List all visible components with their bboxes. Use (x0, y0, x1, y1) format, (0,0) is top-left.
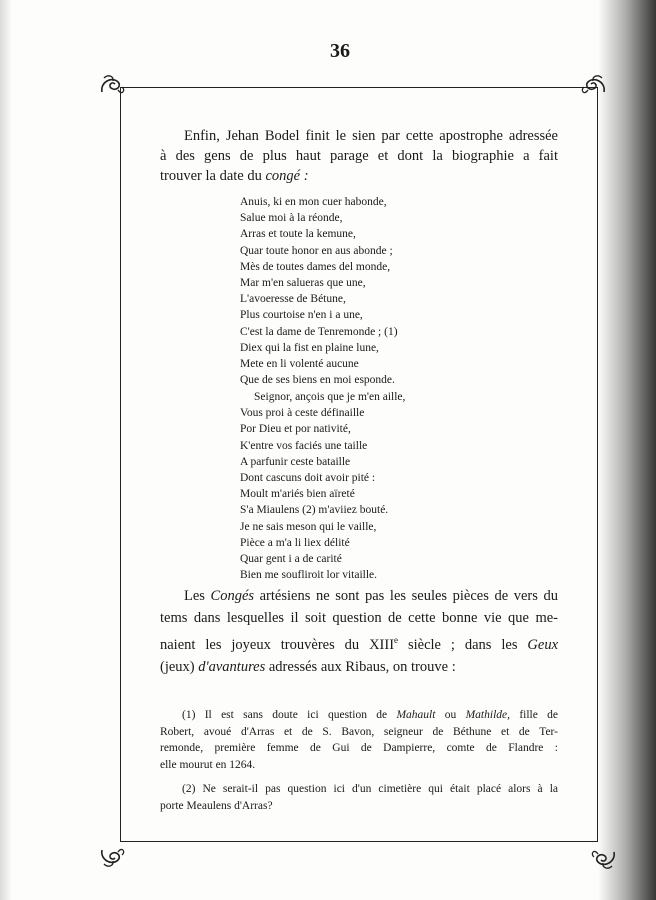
text-line: à des gens de plus haut parage et dont la biographie a fait (160, 148, 558, 164)
verse-line: A parfunir ceste bataille (240, 455, 351, 468)
corner-flourish-icon (98, 72, 128, 98)
verse-line: Que de ses biens en moi esponde. (240, 374, 395, 387)
corner-flourish-icon (578, 72, 608, 98)
verse-line: Salue moi à la réonde, (240, 212, 343, 225)
corner-flourish-icon (98, 844, 128, 870)
footnote-2 (160, 781, 558, 814)
corner-flourish-icon (588, 846, 618, 872)
verse-line: Moult m'ariés bien aïreté (240, 488, 355, 501)
verse-line: S'a Miaulens (2) m'aviiez bouté. (240, 504, 389, 517)
text-line: (jeux) d'avantures adressés aux Ribaus, on trouve : (160, 658, 456, 675)
text-line: naient les joyeux trouvères du XIIIe siècle ; dans les Geux (160, 635, 559, 653)
page-number: 36 (330, 40, 350, 62)
text-line: tems dans lesquelles il soit question de cette bonne vie que me- (160, 610, 558, 626)
verse-stanza-2 (240, 389, 405, 583)
page-gutter-shadow (0, 0, 12, 900)
verse-line: L'avoeresse de Bétune, (240, 293, 346, 306)
footnote-line: remonde, première femme de Gui de Dampierre, comte de Flandre : (160, 742, 558, 754)
verse-line: Plus courtoise n'en i a une, (240, 309, 363, 322)
intro-paragraph (160, 126, 558, 186)
verse-line: Por Dieu et por nativité, (240, 423, 351, 436)
verse-line: Pièce a m'a li liex délité (240, 536, 350, 549)
verse-line: Diex qui la fist en plaine lune, (240, 341, 379, 354)
body-paragraph (160, 585, 558, 678)
footnote-1 (160, 707, 558, 773)
verse-line: Anuis, ki en mon cuer habonde, (240, 196, 387, 208)
verse-line: Bien me soufliroit lor vitaille. (240, 569, 378, 582)
verse-line: Quar toute honor en aus abonde ; (240, 244, 393, 257)
footnote-line: Robert, avoué d'Arras et de S. Bavon, seigneur de Béthune et de Ter- (160, 725, 558, 738)
verse-line: Dont cascuns doit avoir pité : (240, 472, 376, 485)
text-line: trouver la date du congé : (160, 168, 309, 184)
footnote-line: elle mourut en 1264. (160, 758, 256, 771)
page-edge-shadow (598, 0, 656, 900)
footnote-line: (1) Il est sans doute ici question de Mahault ou Mathilde, fille de (182, 709, 559, 721)
text-line: Les Congés artésiens ne sont pas les seules pièces de vers du (184, 588, 558, 604)
verse-line: C'est la dame de Tenremonde ; (1) (240, 325, 398, 338)
verse-line: Mès de toutes dames del monde, (240, 260, 391, 273)
verse-line: Mar m'en salueras que une, (240, 277, 366, 290)
verse-line: Seignor, ançois que je m'en aille, (254, 391, 406, 403)
verse-line: K'entre vos faciés une taille (240, 439, 368, 452)
verse-line: Mete en li volenté aucune (240, 358, 359, 371)
footnote-line: (2) Ne serait-il pas question ici d'un cimetière qui était placé alors à la (182, 783, 558, 795)
verse-line: Je ne sais meson qui le vaille, (240, 520, 377, 533)
verse-line: Vous proi à ceste définaille (240, 407, 365, 420)
verse-line: Arras et toute la kemune, (240, 228, 356, 241)
text-line: Enfin, Jehan Bodel finit le sien par cette apostrophe adressée (184, 128, 558, 144)
verse-line: Quar gent i a de carité (240, 553, 342, 566)
footnote-line: porte Meaulens d'Arras? (160, 799, 273, 812)
verse-stanza-1 (240, 194, 398, 388)
